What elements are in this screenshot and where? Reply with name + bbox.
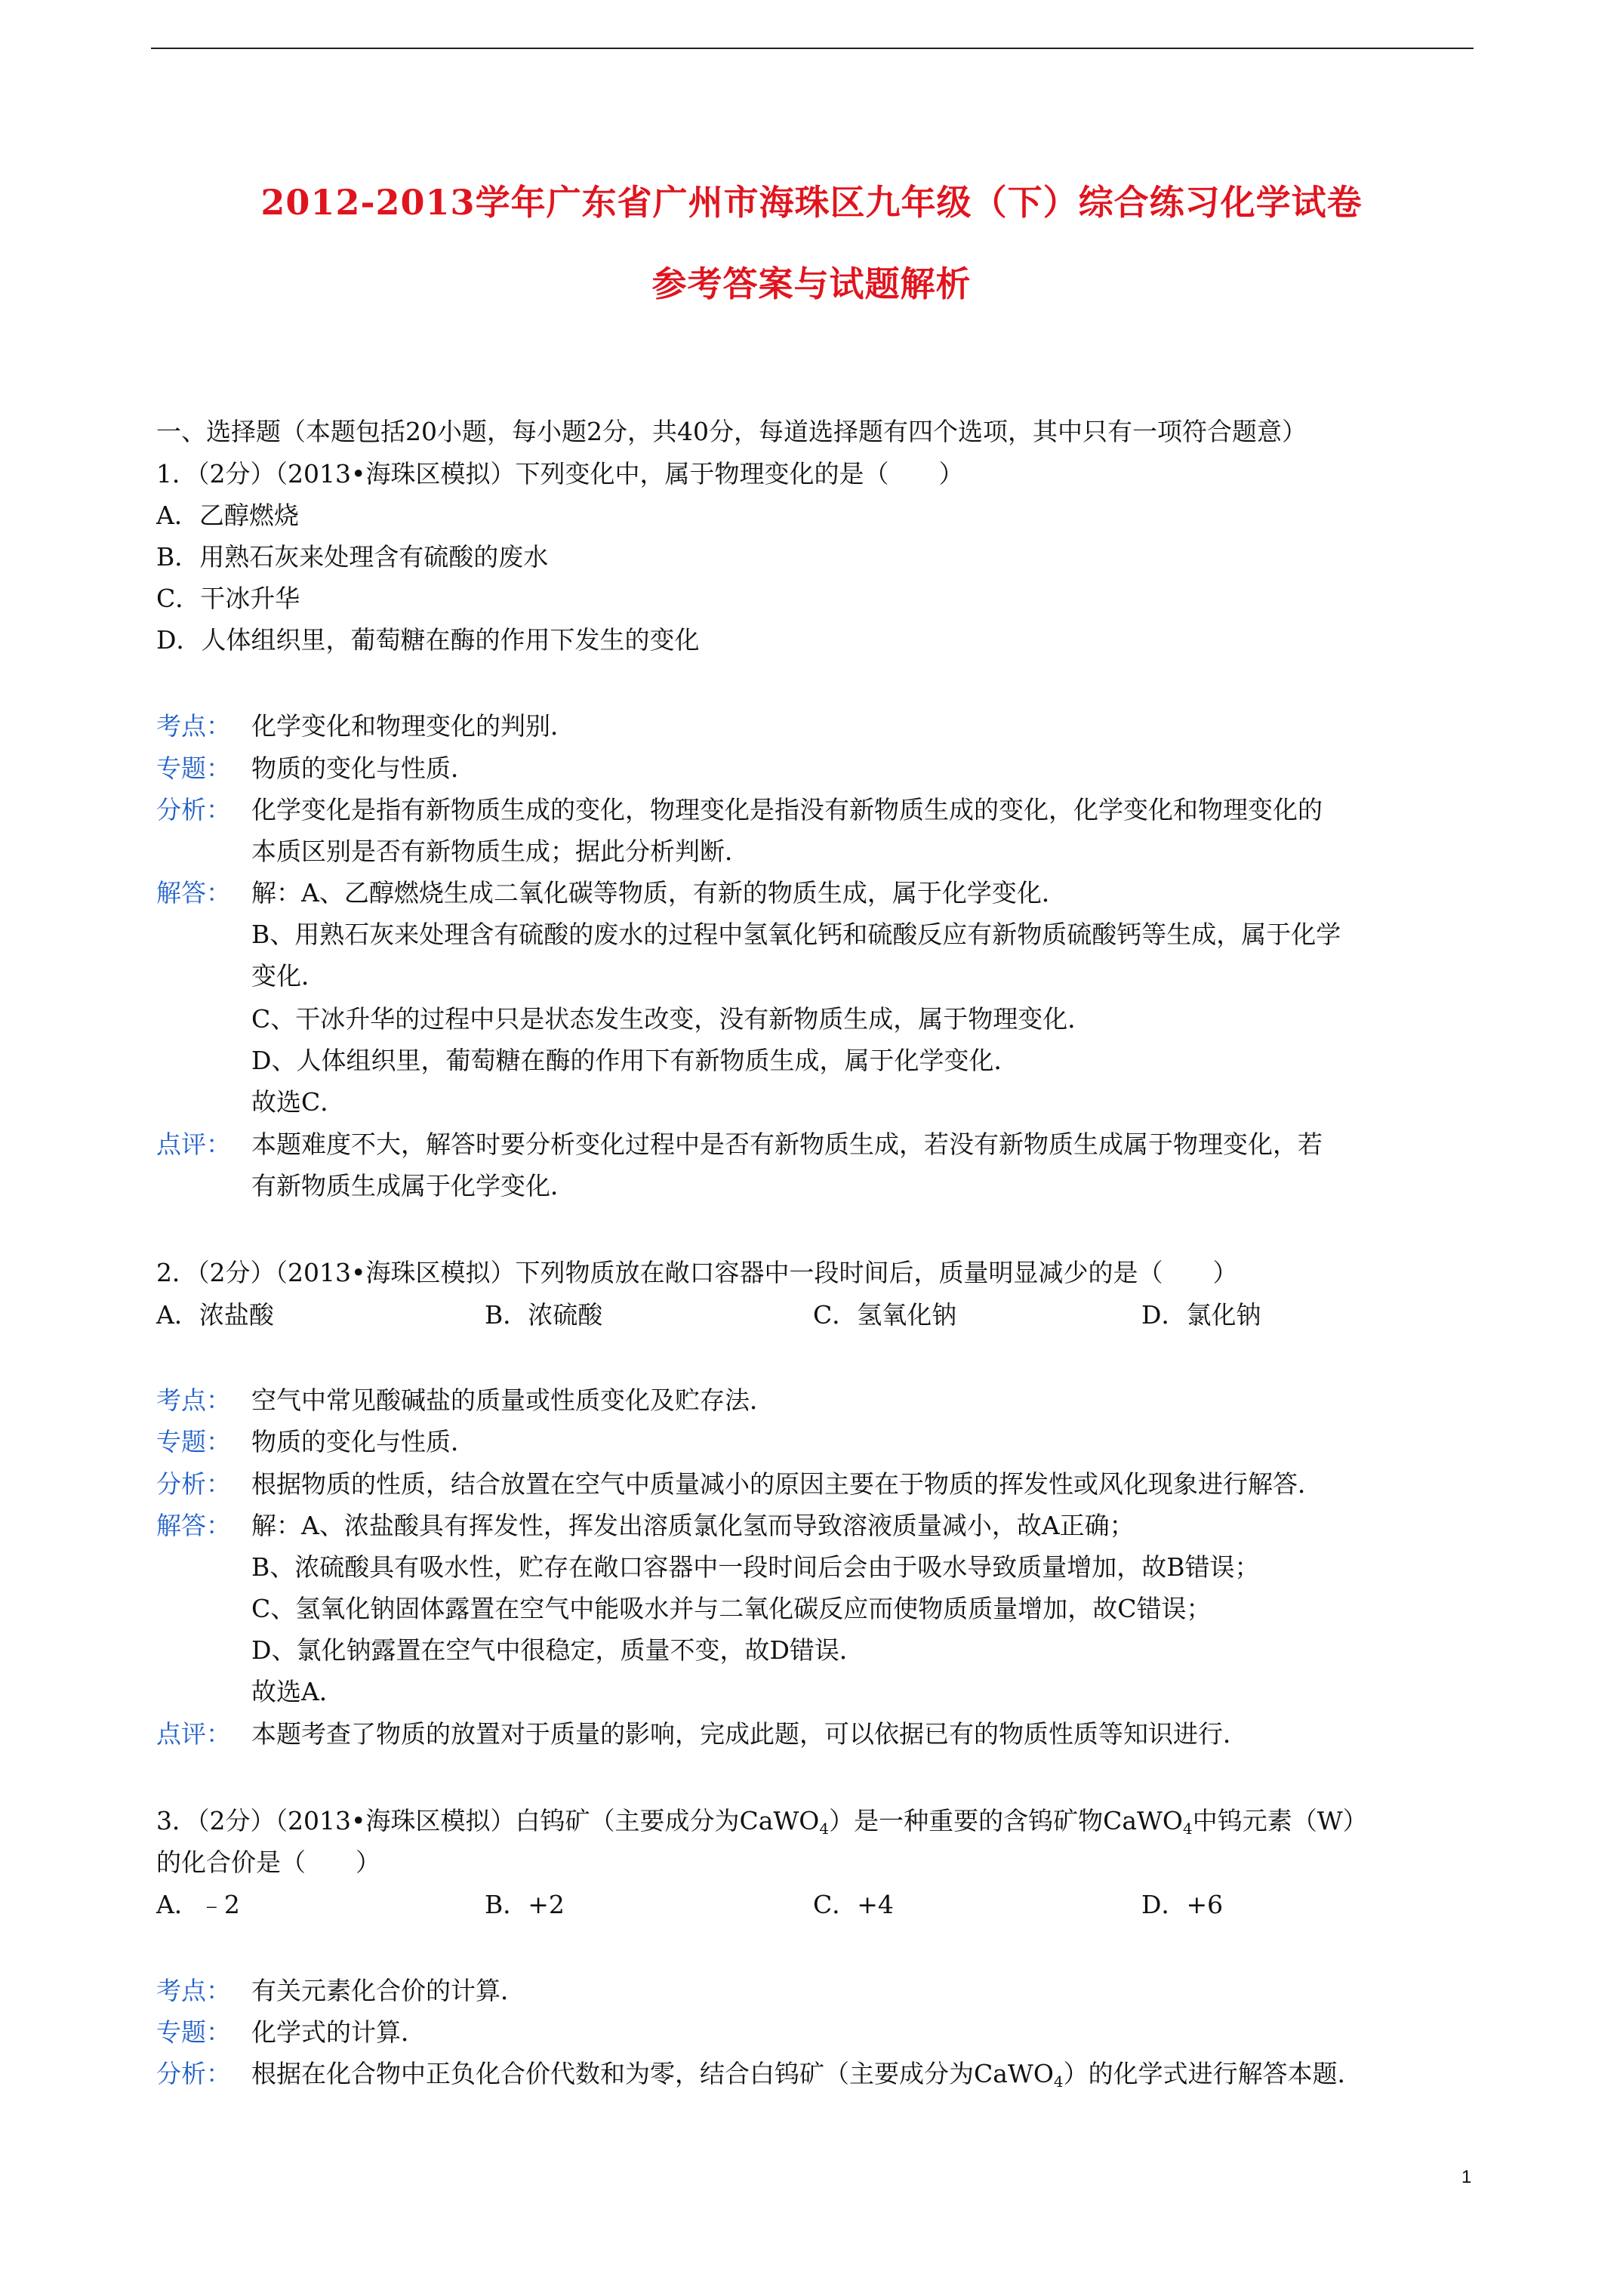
q2-fenxi-label: 分析： bbox=[156, 1469, 231, 1499]
page-number: 1 bbox=[1461, 2167, 1472, 2187]
q2-jieda-line: B、浓硫酸具有吸水性，贮存在敞口容器中一段时间后会由于吸水导致质量增加，故B错误； bbox=[251, 1552, 1260, 1582]
q2-option-b: B．浓硫酸 bbox=[485, 1300, 603, 1330]
q1-fenxi-label: 分析： bbox=[156, 795, 231, 824]
q2-zhuanti-label: 专题： bbox=[156, 1427, 231, 1456]
q1-stem: 1．（2分）（2013•海珠区模拟）下列变化中，属于物理变化的是（ ） bbox=[156, 459, 964, 488]
q2-jieda-line: D、氯化钠露置在空气中很稳定，质量不变，故D错误． bbox=[251, 1635, 864, 1665]
q1-kaodian: 化学变化和物理变化的判别． bbox=[251, 711, 575, 741]
q2-jieda-line: 故选A． bbox=[251, 1677, 344, 1706]
q3-option-d: D．+6 bbox=[1141, 1890, 1224, 1919]
q1-jieda-label: 解答： bbox=[156, 878, 231, 908]
section-header: 一、选择题（本题包括20小题，每小题2分，共40分，每道选择题有四个选项，其中只有一项符合题意） bbox=[156, 417, 1307, 446]
q2-dianping: 本题考查了物质的放置对于质量的影响，完成此题，可以依据已有的物质性质等知识进行． bbox=[251, 1719, 1248, 1749]
q2-option-a: A．浓盐酸 bbox=[156, 1300, 274, 1330]
q1-jieda-line: 解：A、乙醇燃烧生成二氧化碳等物质，有新的物质生成，属于化学变化． bbox=[251, 878, 1067, 908]
q2-fenxi: 根据物质的性质，结合放置在空气中质量减小的原因主要在于物质的挥发性或风化现象进行解答． bbox=[251, 1469, 1323, 1499]
document-subtitle: 参考答案与试题解析 bbox=[651, 264, 972, 304]
q2-dianping-label: 点评： bbox=[156, 1719, 231, 1749]
q2-jieda-label: 解答： bbox=[156, 1511, 231, 1540]
q1-jieda-line: 故选C． bbox=[251, 1087, 346, 1117]
q2-jieda-line: C、氢氧化钠固体露置在空气中能吸水并与二氧化碳反应而使物质质量增加，故C错误； bbox=[251, 1594, 1212, 1623]
q3-kaodian-label: 考点： bbox=[156, 1976, 231, 2005]
header-rule bbox=[151, 48, 1474, 49]
q2-jieda-line: 解：A、浓盐酸具有挥发性，挥发出溶质氯化氢而导致溶液质量减小，故A正确； bbox=[251, 1511, 1135, 1540]
q3-zhuanti-label: 专题： bbox=[156, 2017, 231, 2047]
q2-option-d: D．氯化钠 bbox=[1141, 1300, 1261, 1330]
q3-kaodian: 有关元素化合价的计算． bbox=[251, 1976, 525, 2005]
q3-stem-line2: 的化合价是（ ） bbox=[156, 1848, 380, 1877]
q3-option-a: A．﹣2 bbox=[156, 1890, 240, 1919]
q1-jieda-line: C、干冰升华的过程中只是状态发生改变，没有新物质生成，属于物理变化． bbox=[251, 1004, 1093, 1034]
q3-stem: 3．（2分）（2013•海珠区模拟）白钨矿（主要成分为CaWO$_4$）是一种重要的含钨矿物CaWO$_4$中钨元素（W） bbox=[156, 1806, 1368, 1838]
q1-jieda-line: D、人体组织里，葡萄糖在酶的作用下有新物质生成，属于化学变化． bbox=[251, 1046, 1019, 1075]
q1-option-b: B．用熟石灰来处理含有硫酸的废水 bbox=[156, 542, 549, 572]
q1-kaodian-label: 考点： bbox=[156, 711, 231, 741]
q3-zhuanti: 化学式的计算． bbox=[251, 2017, 426, 2047]
q1-zhuanti: 物质的变化与性质． bbox=[251, 754, 476, 783]
q1-jieda-line: 变化． bbox=[251, 961, 326, 991]
q2-option-c: C．氢氧化钠 bbox=[813, 1300, 957, 1330]
q3-fenxi: 根据在化合物中正负化合价代数和为零，结合白钨矿（主要成分为CaWO$_4$）的化学式进行解答本题． bbox=[251, 2059, 1363, 2091]
q3-option-b: B．+2 bbox=[485, 1890, 565, 1919]
q1-fenxi-line: 本质区别是否有新物质生成；据此分析判断． bbox=[251, 837, 750, 866]
q2-zhuanti: 物质的变化与性质． bbox=[251, 1427, 476, 1456]
document-title: 2012-2013学年广东省广州市海珠区九年级（下）综合练习化学试卷 bbox=[260, 182, 1363, 223]
q1-dianping-label: 点评： bbox=[156, 1130, 231, 1159]
q1-jieda-line: B、用熟石灰来处理含有硫酸的废水的过程中氢氧化钙和硫酸反应有新物质硫酸钙等生成，属于化学 bbox=[251, 920, 1341, 949]
q1-dianping-line: 本题难度不大，解答时要分析变化过程中是否有新物质生成，若没有新物质生成属于物理变化，若 bbox=[251, 1130, 1323, 1159]
q2-stem: 2．（2分）（2013•海珠区模拟）下列物质放在敞口容器中一段时间后，质量明显减少的是（ ） bbox=[156, 1258, 1238, 1287]
q1-zhuanti-label: 专题： bbox=[156, 754, 231, 783]
q1-option-c: C．干冰升华 bbox=[156, 584, 300, 613]
q2-kaodian-label: 考点： bbox=[156, 1385, 231, 1415]
q1-option-a: A．乙醇燃烧 bbox=[156, 501, 299, 530]
q1-fenxi-line: 化学变化是指有新物质生成的变化，物理变化是指没有新物质生成的变化，化学变化和物理变化的 bbox=[251, 795, 1323, 824]
q2-kaodian: 空气中常见酸碱盐的质量或性质变化及贮存法． bbox=[251, 1385, 775, 1415]
q1-option-d: D．人体组织里，葡萄糖在酶的作用下发生的变化 bbox=[156, 625, 700, 655]
q3-option-c: C．+4 bbox=[813, 1890, 894, 1919]
q1-dianping-line: 有新物质生成属于化学变化． bbox=[251, 1171, 575, 1200]
q3-fenxi-label: 分析： bbox=[156, 2059, 231, 2088]
